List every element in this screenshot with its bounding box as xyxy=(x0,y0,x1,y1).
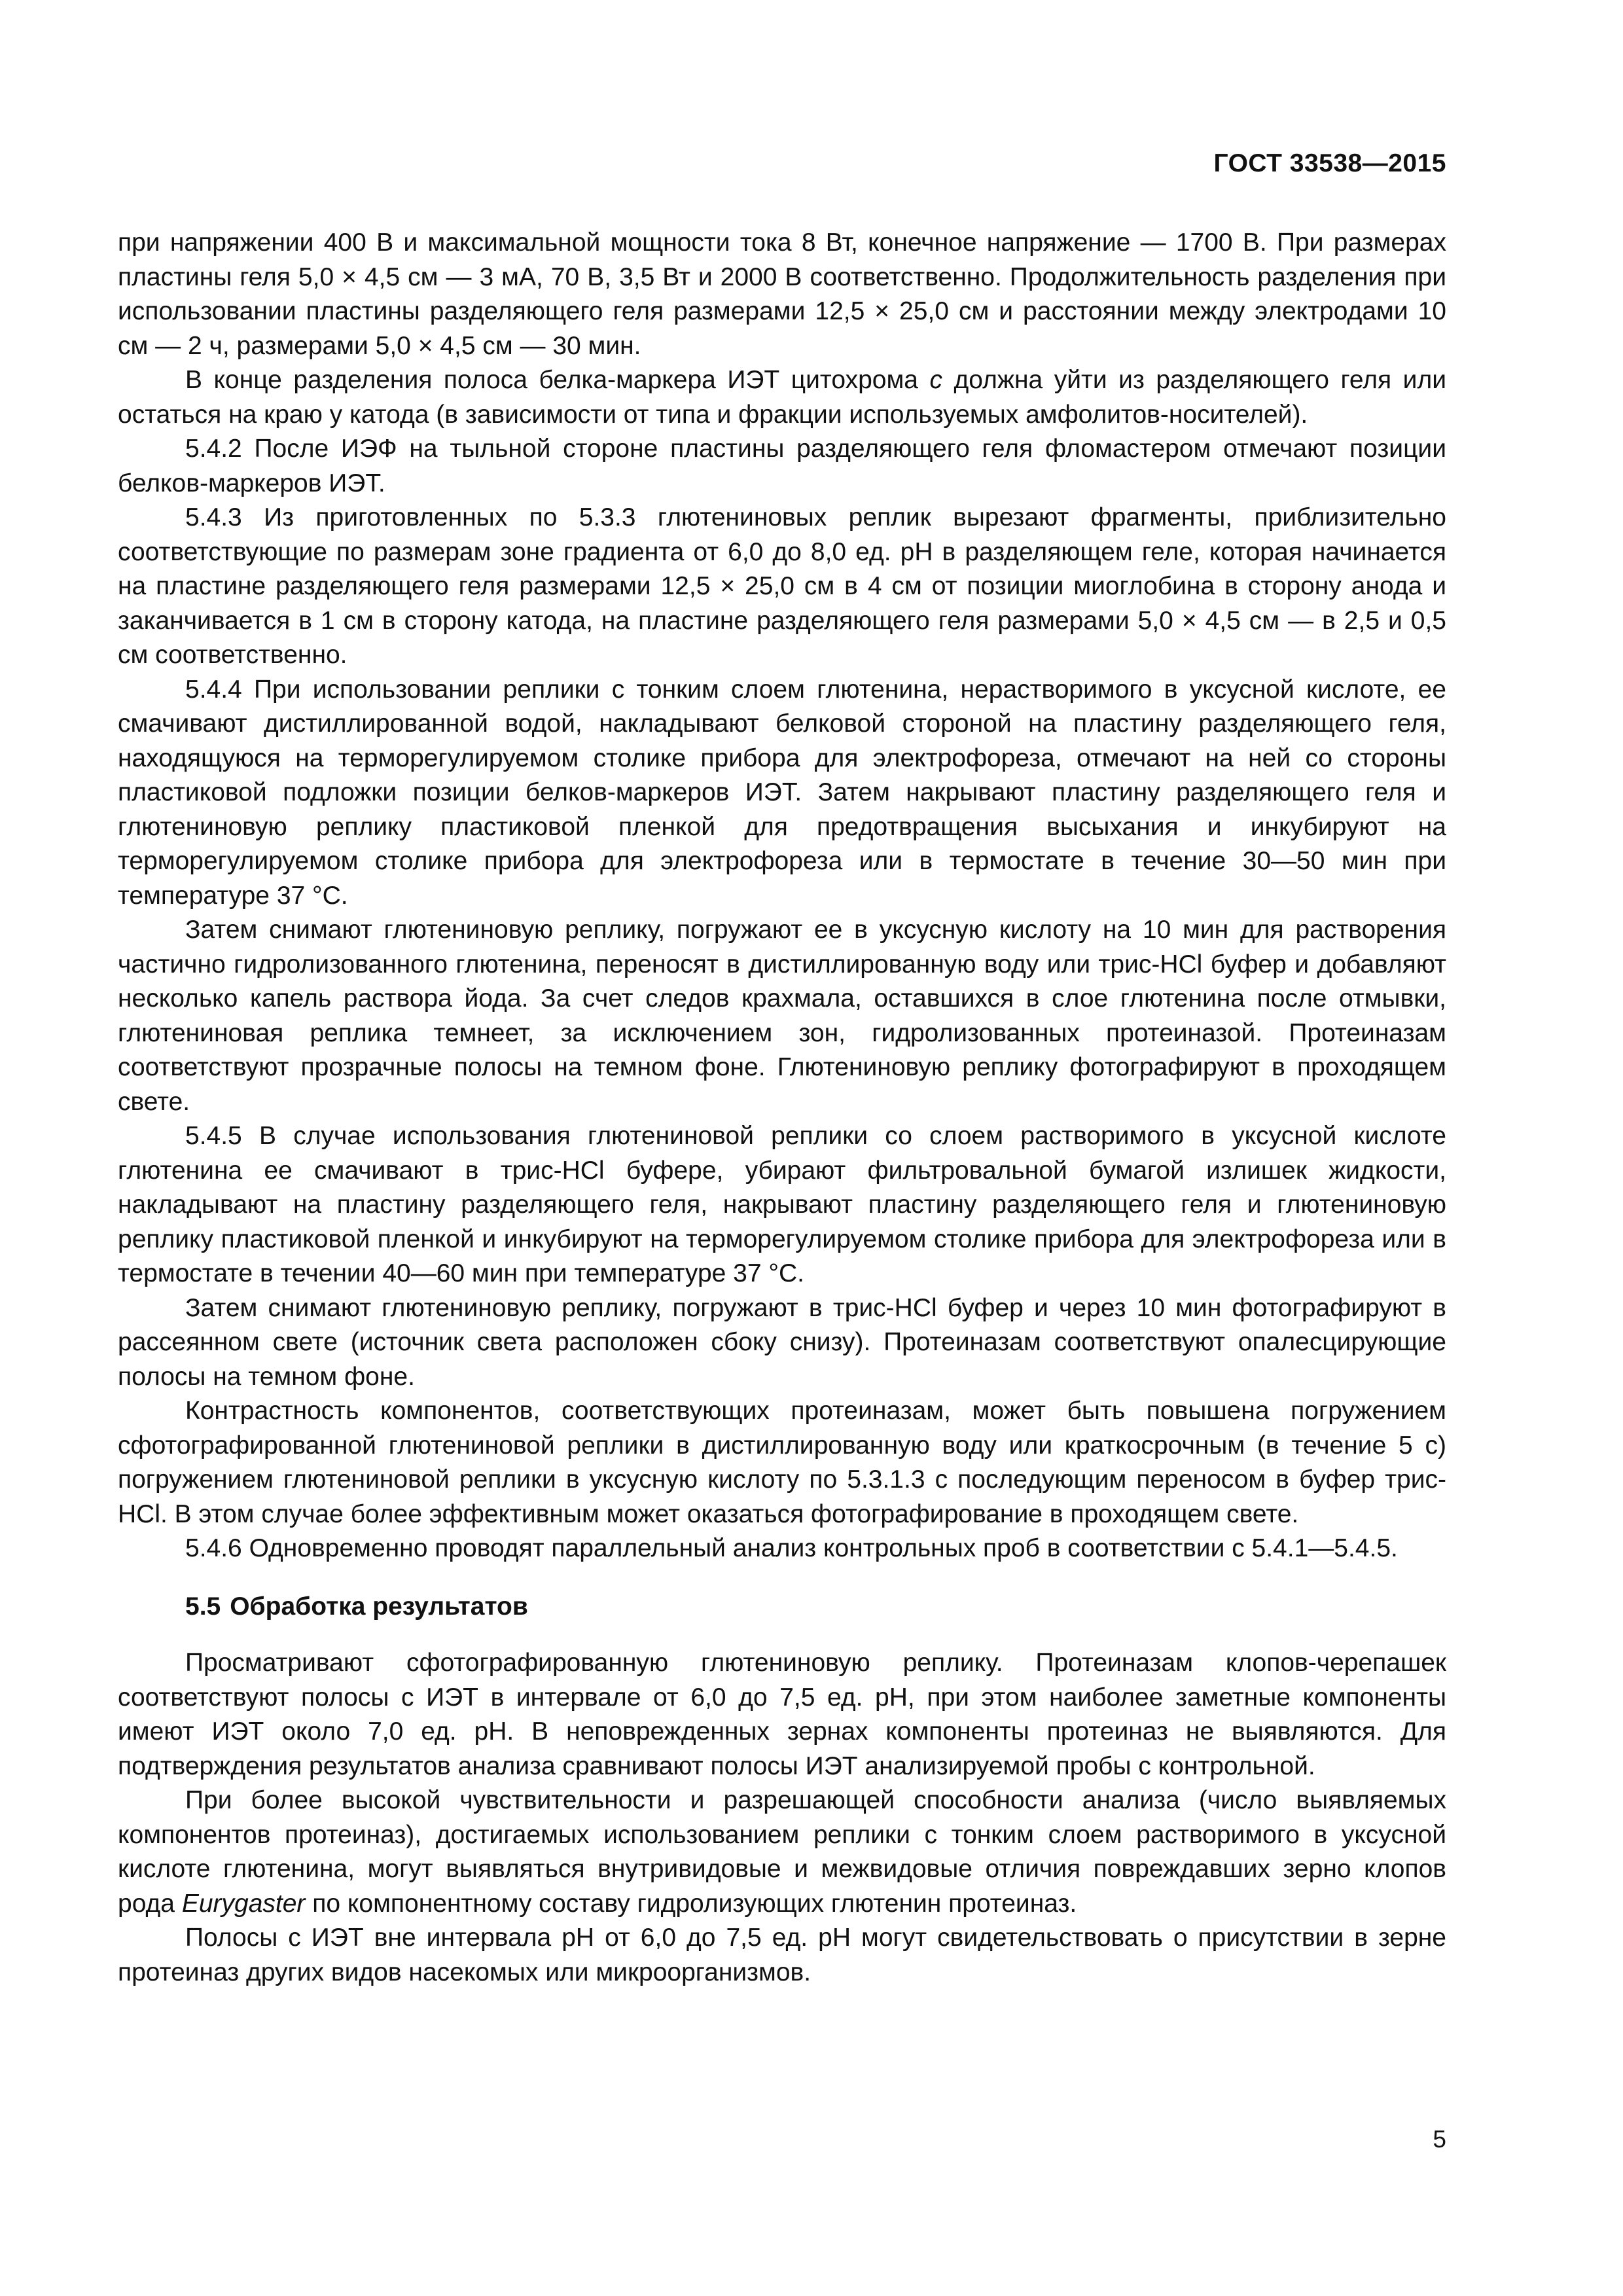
paragraph-text: должна уйти из разделяющего геля или остаться на краю у катода (в зависимости от типа и фракции используемых амфолитов-носителей). xyxy=(118,366,1447,429)
paragraph: Затем снимают глютениновую реплику, погружают ее в уксусную кислоту на 10 мин для растворения частично гидролизованного глютенина, переносят в дистиллированную воду или трис-HCl буфер и добавляют несколько капель раствора йода. За счет следов крахмала, оставшихся в слое глютенина после отмывки, глютениновая реплика темнеет, за исключением зон, гидролизованных протеиназой. Протеиназам соответствуют прозрачные полосы на темном фоне. Глютениновую реплику фотографируют в проходящем свете. xyxy=(118,916,1446,1116)
clause-5-4-6: 5.4.6 Одновременно проводят параллельный анализ контрольных проб в соответствии с 5.4.1—5.4.5. xyxy=(185,1534,1398,1562)
section-number: 5.5 xyxy=(185,1592,221,1621)
paragraph: Просматривают сфотографированную глютениновую реплику. Протеиназам клопов-черепашек соответствуют полосы с ИЭТ в интервале от 6,0 до 7,5 ед. pH, при этом наиболее заметные компоненты имеют ИЭТ около 7,0 ед. pH. В неповрежденных зернах компоненты протеиназ не выявляются. Для подтверждения результатов анализа сравнивают полосы ИЭТ анализируемой пробы с контрольной. xyxy=(118,1649,1446,1780)
paragraph: Затем снимают глютениновую реплику, погружают в трис-HCl буфер и через 10 мин фотографируют в рассеянном свете (источник света расположен сбоку снизу). Протеиназам соответствуют опалесцирующие полосы на темном фоне. xyxy=(118,1293,1446,1391)
paragraph-text: При более высокой чувствительности и разрешающей способности анализа (число выявляемых компонентов протеиназ), достигаемых использованием реплики с тонким слоем растворимого в уксусной кислоте глютенина, могут выявляться внутривидовые и межвидовые отличия повреждавших зерно клопов рода xyxy=(118,1786,1446,1918)
paragraph-text: В конце разделения полоса белка-маркера ИЭТ цитохрома xyxy=(185,366,918,394)
paragraph: Полосы с ИЭТ вне интервала pH от 6,0 до 7,5 ед. pH могут свидетельствовать о присутствии в зерне протеиназ других видов насекомых или микроорганизмов. xyxy=(118,1924,1446,1986)
document-body xyxy=(118,226,1446,1990)
clause-5-4-4: 5.4.4 При использовании реплики с тонким слоем глютенина, нерастворимого в уксусной кислоте, ее смачивают дистиллированной водой, накладывают белковой стороной на пластину разделяющего геля, находящуюся на терморегулируемом столике прибора для электрофореза, отмечают на ней со стороны пластиковой подложки позиции белков-маркеров ИЭТ. Затем накрывают пластину разделяющего геля и глютениновую реплику пластиковой пленкой для предотвращения высыхания и инкубируют на терморегулируемом столике прибора для электрофореза или в термостате в течение 30—50 мин при температуре 37 °C. xyxy=(118,675,1446,910)
section-title: Обработка результатов xyxy=(230,1592,528,1621)
paragraph-text: по компонентному составу гидролизующих глютенин протеиназ. xyxy=(312,1889,1077,1918)
paragraph: при напряжении 400 В и максимальной мощности тока 8 Вт, конечное напряжение — 1700 В. При размерах пластины геля 5,0 × 4,5 см — 3 мА, 70 В, 3,5 Вт и 2000 В соответственно. Продолжительность разделения при использовании пластины разделяющего геля размерами 12,5 × 25,0 см и расстоянии между электродами 10 см — 2 ч, размерами 5,0 × 4,5 см — 30 мин. xyxy=(118,228,1446,360)
italic-genus-name: Eurygaster xyxy=(181,1889,306,1918)
italic-term: c xyxy=(929,366,942,394)
section-heading xyxy=(118,1590,1446,1624)
clause-5-4-3: 5.4.3 Из приготовленных по 5.3.3 глютениновых реплик вырезают фрагменты, приблизительно соответствующие по размерам зоне градиента от 6,0 до 8,0 ед. pH в разделяющем геле, которая начинается на пластине разделяющего геля размерами 12,5 × 25,0 см в 4 см от позиции миоглобина в сторону анода и заканчивается в 1 см в сторону катода, на пластине разделяющего геля размерами 5,0 × 4,5 см — в 2,5 и 0,5 см соответственно. xyxy=(118,503,1446,669)
clause-5-4-5: 5.4.5 В случае использования глютениновой реплики со слоем растворимого в уксусной кислоте глютенина ее смачивают в трис-HCl буфере, убирают фильтровальной бумагой излишек жидкости, накладывают на пластину разделяющего геля, накрывают пластину разделяющего геля и глютениновую реплику пластиковой пленкой и инкубируют на терморегулируемом столике прибора для электрофореза или в термостате в течении 40—60 мин при температуре 37 °C. xyxy=(118,1122,1446,1287)
paragraph xyxy=(118,363,1446,432)
clause-5-4-2: 5.4.2 После ИЭФ на тыльной стороне пластины разделяющего геля фломастером отмечают позиции белков-маркеров ИЭТ. xyxy=(118,435,1446,497)
standard-header: ГОСТ 33538—2015 xyxy=(1213,149,1446,177)
document-page xyxy=(118,0,1446,2296)
paragraph xyxy=(118,1784,1446,1921)
page-number: 5 xyxy=(1433,2126,1446,2153)
paragraph: Контрастность компонентов, соответствующих протеиназам, может быть повышена погружением сфотографированной глютениновой реплики в дистиллированную воду или краткосрочным (в течение 5 с) погружением глютениновой реплики в уксусную кислоту по 5.3.1.3 с последующим переносом в буфер трис-HCl. В этом случае более эффективным может оказаться фотографирование в проходящем свете. xyxy=(118,1397,1446,1528)
